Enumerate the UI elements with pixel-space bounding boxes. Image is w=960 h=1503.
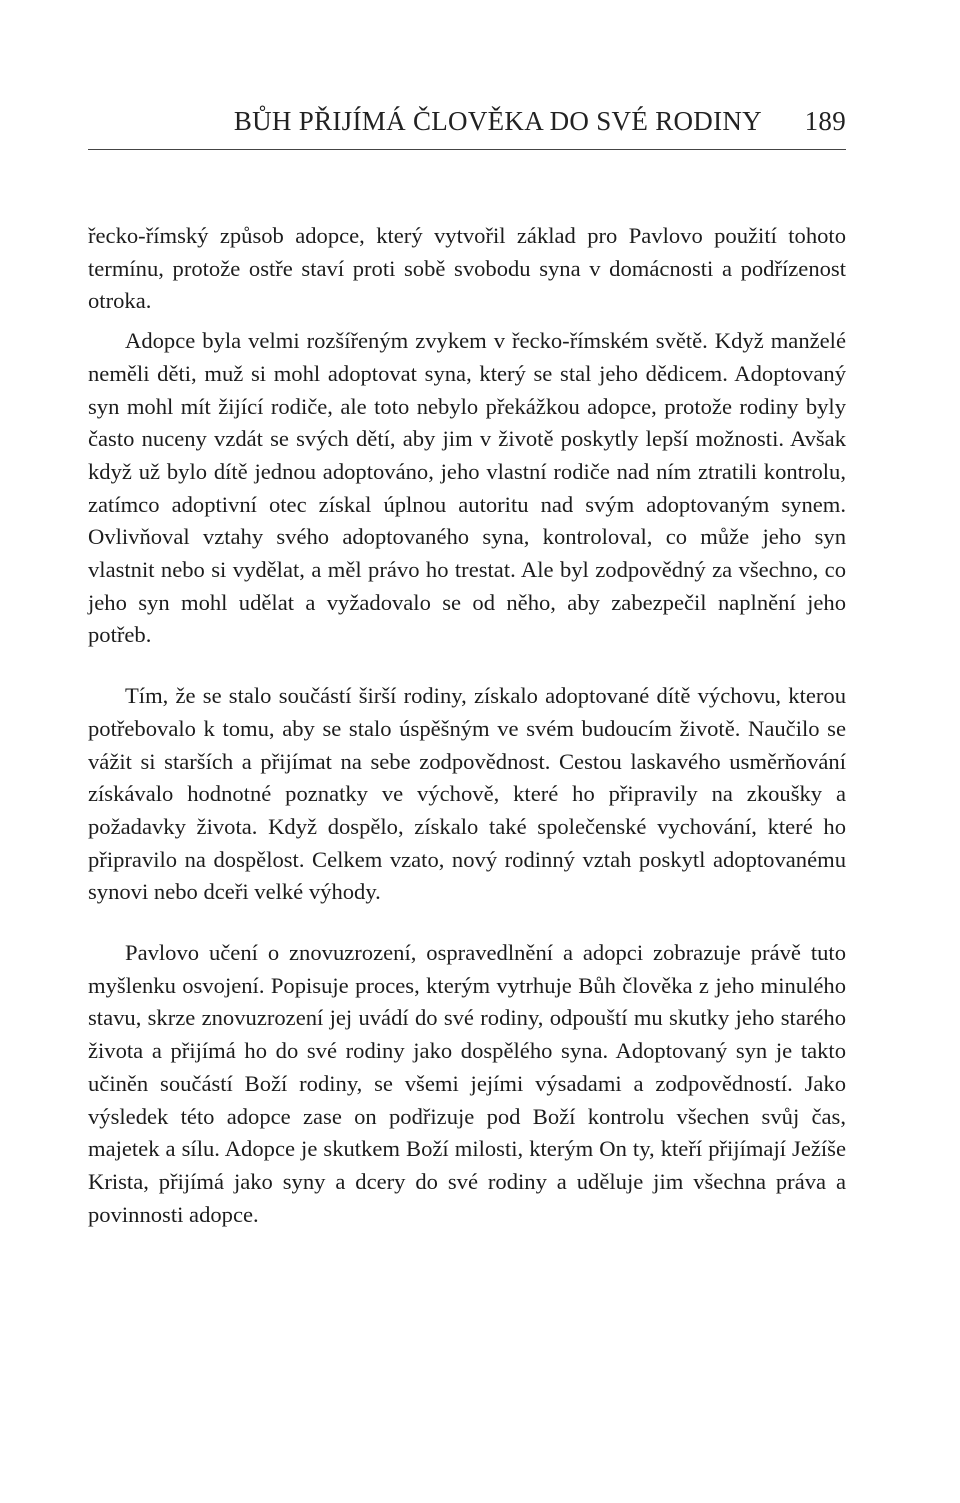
body-text bbox=[88, 220, 846, 1231]
paragraph-pauline-teaching: Pavlovo učení o znovuzrození, ospravedlnění a adopci zobrazuje právě tuto myšlenku osvojení. Popisuje proces, kterým vytrhuje Bůh člověka z jeho minulého stavu, skrze znovuzrození jej uvádí do své rodiny, odpouští mu skutky jeho starého života a přijímá ho do své rodiny jako dospělého syna. Adoptovaný syn je takto učiněn součástí Boží rodiny, se všemi jejími výsadami a zodpovědností. Jako výsledek této adopce zase on podřizuje pod Boží kontrolu všechen svůj čas, majetek a sílu. Adopce je skutkem Boží milosti, kterým On ty, kteří přijímají Ježíše Krista, přijímá jako syny a dcery do své rodiny a uděluje jim všechna práva a povinnosti adopce. bbox=[88, 940, 846, 1227]
running-header bbox=[88, 106, 846, 146]
paragraph-continuation: řecko-římský způsob adopce, který vytvořil základ pro Pavlovo použití tohoto termínu, protože ostře staví proti sobě svobodu syna v domácnosti a podřízenost otroka. bbox=[88, 223, 846, 314]
running-title: BŮH PŘIJÍMÁ ČLOVĚKA DO SVÉ RODINY bbox=[233, 106, 762, 136]
page-number: 189 bbox=[804, 106, 846, 136]
paragraph-adoption-custom: Adopce byla velmi rozšířeným zvykem v řecko-římském světě. Když manželé neměli děti, muž si mohl adoptovat syna, který se stal jeho dědicem. Adoptovaný syn mohl mít žijící rodiče, ale toto nebylo překážkou adopce, protože rodiny byly často nuceny vzdát se svých dětí, aby jim v životě poskytly lepší možnosti. Avšak když už bylo dítě jednou adoptováno, jeho vlastní rodiče nad ním ztratili kontrolu, zatímco adoptivní otec získal úplnou autoritu nad svým adoptovaným synem. Ovlivňoval vztahy svého adoptovaného syna, kontroloval, co může jeho syn vlastnit nebo si vydělat, a měl právo ho trestat. Ale byl zodpovědný za všechno, co jeho syn mohl udělat a vyžadovalo se od něho, aby zabezpečil naplnění jeho potřeb. bbox=[88, 328, 846, 648]
header-rule bbox=[88, 149, 846, 150]
paragraph-family-upbringing: Tím, že se stalo součástí širší rodiny, získalo adoptované dítě výchovu, kterou potřebovalo k tomu, aby se stalo úspěšným ve svém budoucím životě. Naučilo se vážit si starších a přijímat na sebe zodpovědnost. Cestou laskavého usměrňování získávalo hodnotné poznatky ve výchově, které ho připravily na zkoušky a požadavky života. Když dospělo, získalo také společenské vychování, které ho připravilo na dospělost. Celkem vzato, nový rodinný vztah poskytl adoptovanému synovi nebo dceři velké výhody. bbox=[88, 683, 846, 905]
